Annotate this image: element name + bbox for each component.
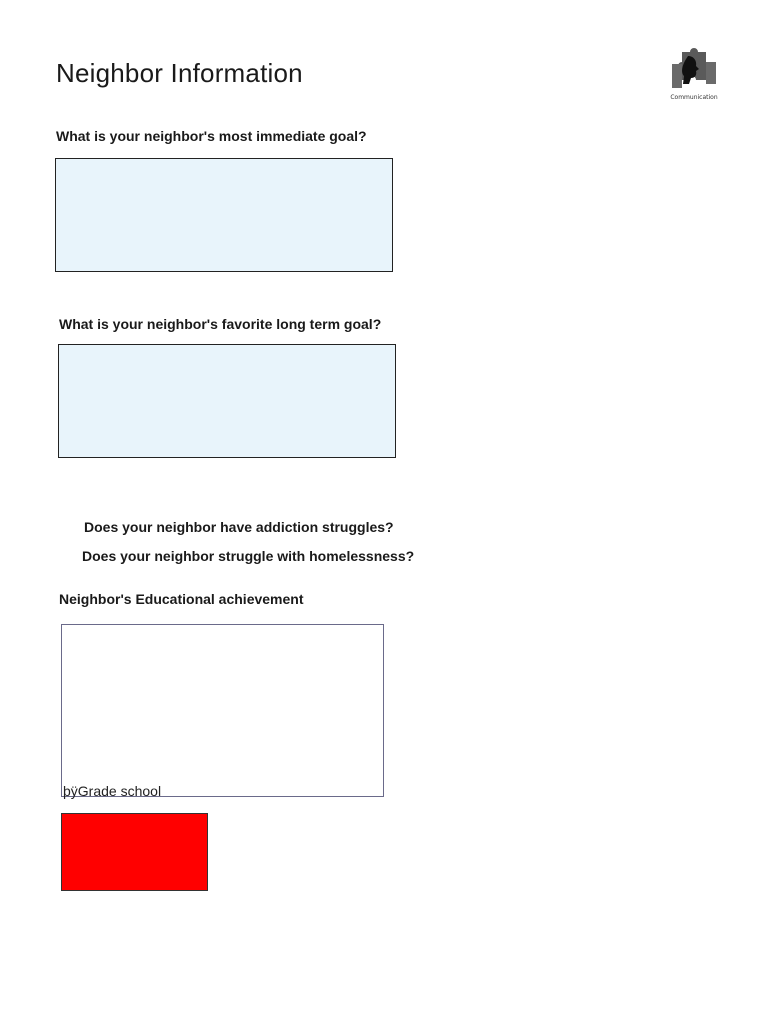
- homelessness-question: Does your neighbor struggle with homelessness?: [82, 548, 415, 564]
- immediate-goal-label: What is your neighbor's most immediate goal?: [56, 128, 367, 144]
- page-title: Neighbor Information: [56, 58, 303, 88]
- organization-logo: [668, 48, 720, 110]
- red-field-block[interactable]: [61, 813, 208, 891]
- education-selected-value: þÿGrade school: [63, 783, 162, 799]
- logo-text: Communication: [670, 94, 718, 101]
- long-term-goal-field[interactable]: [58, 344, 396, 458]
- education-label: Neighbor's Educational achievement: [59, 591, 304, 607]
- puzzle-silhouette-icon: [668, 48, 720, 94]
- addiction-question: Does your neighbor have addiction struggles?: [84, 519, 394, 535]
- education-select[interactable]: [61, 624, 384, 797]
- long-term-goal-label: What is your neighbor's favorite long term goal?: [59, 316, 382, 332]
- immediate-goal-input[interactable]: [56, 159, 392, 271]
- immediate-goal-field[interactable]: [55, 158, 393, 272]
- long-term-goal-input[interactable]: [59, 345, 395, 457]
